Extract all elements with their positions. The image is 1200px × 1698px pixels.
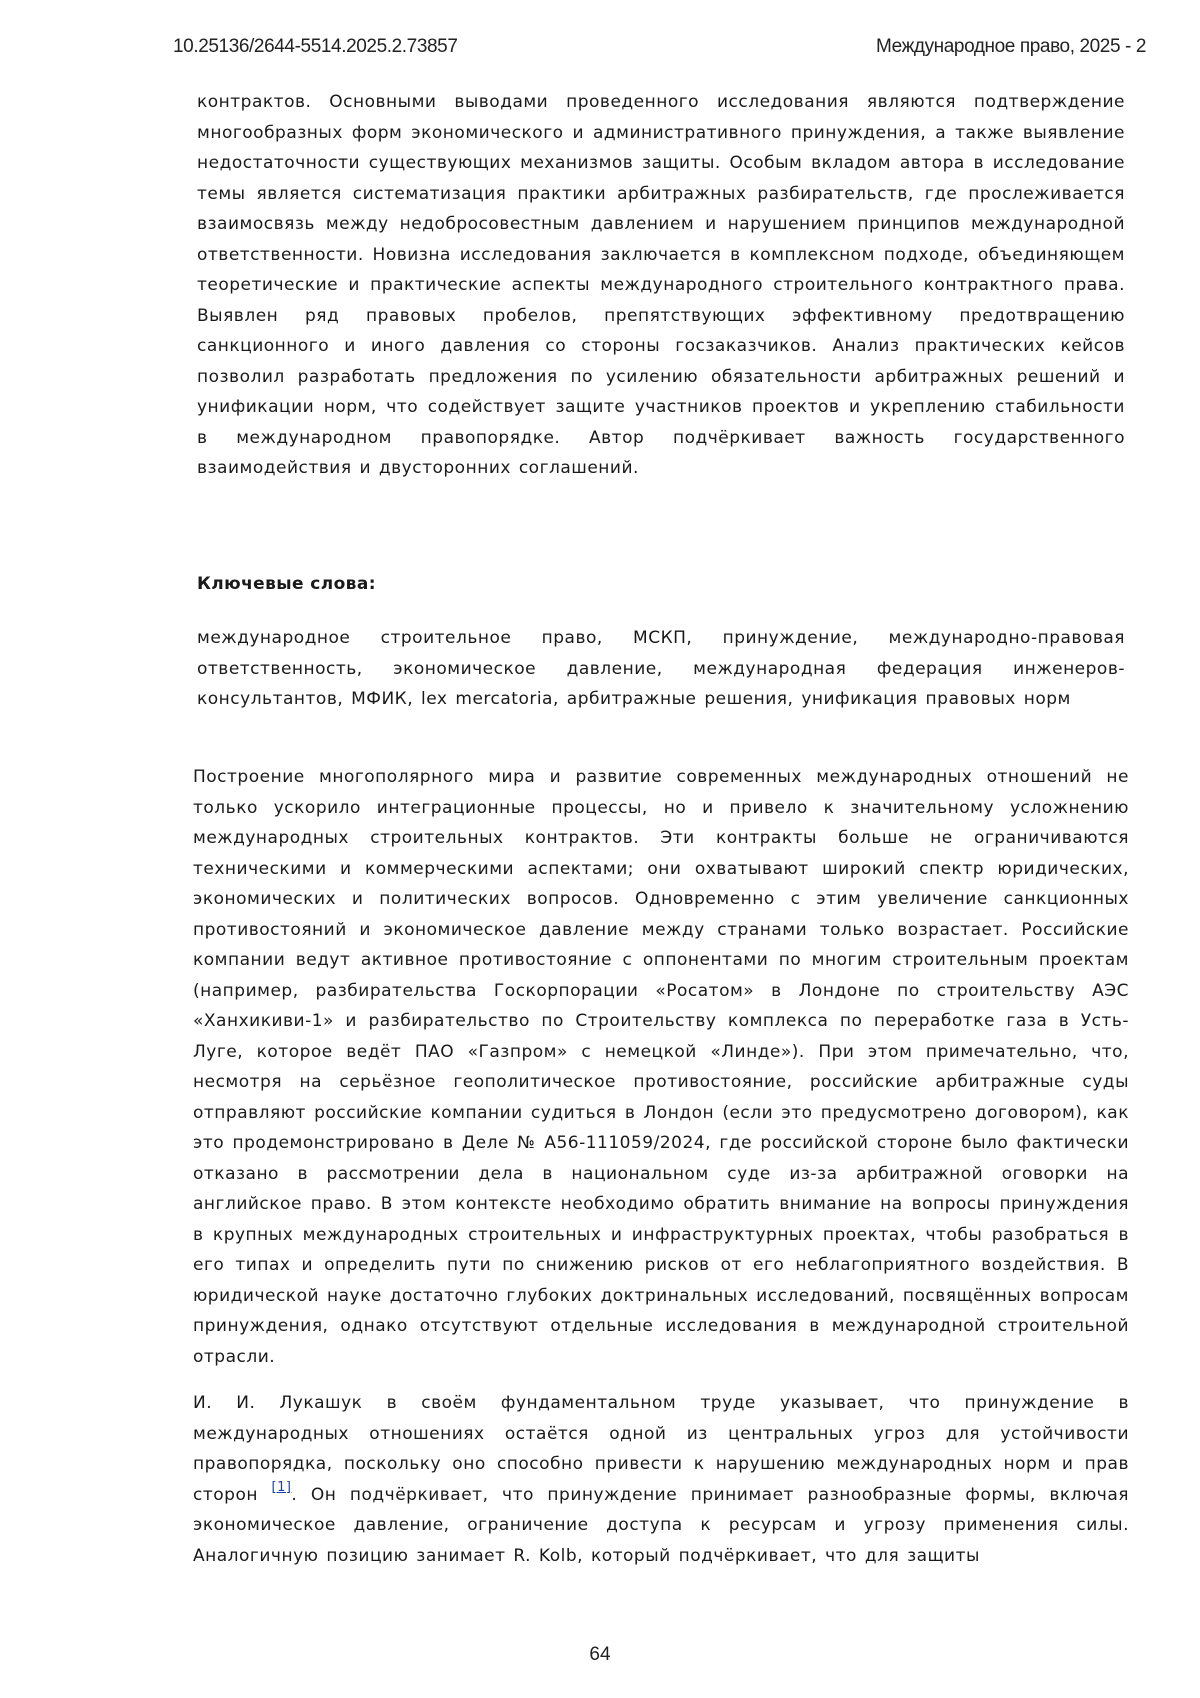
- body-paragraph-1: Построение многополярного мира и развитие современных международных отношений не только ускорило интеграционные процессы, но и привело к значительному усложнению международных строительных контрактов. Эти контракты больше не ограничиваются техническими и коммерческими аспектами; они охватывают широкий спектр юридических, экономических и политических вопросов. Одновременно с этим увеличение санкционных противостояний и экономическое давление между странами только возрастает. Российские компании ведут активное противостояние с оппонентами по многим строительным проектам (например, разбирательства Госкорпорации «Росатом» в Лондоне по строительству АЭС «Ханхикиви-1» и разбирательство по Строительству комплекса по переработке газа в Усть-Луге, которое ведёт ПАО «Газпром» с немецкой «Линде»). При этом примечательно, что, несмотря на серьёзное геополитическое противостояние, российские арбитражные суды отправляют российские компании судиться в Лондон (если это предусмотрено договором), как это продемонстрировано в Деле № А56-111059/2024, где российской стороне было фактически отказано в рассмотрении дела в национальном суде из-за арбитражной оговорки на английское право. В этом контексте необходимо обратить внимание на вопросы принуждения в крупных международных строительных и инфраструктурных проектах, чтобы разобраться в его типах и определить пути по снижению рисков от его неблагоприятного воздействия. В юридической науке достаточно глубоких доктринальных исследований, посвящённых вопросам принуждения, однако отсутствуют отдельные исследования в международной строительной отрасли.: [193, 767, 1129, 1367]
- abstract-continuation: [197, 87, 1125, 484]
- running-header: [173, 36, 1146, 62]
- paragraph-2-tail: . Он подчёркивает, что принуждение принимает разнообразные формы, включая экономическое давление, ограничение доступа к ресурсам и угрозу применения силы. Аналогичную позицию занимает R. Kolb, который подчёркивает, что для защиты: [193, 1484, 1129, 1566]
- keywords-heading: Ключевые слова:: [197, 574, 376, 594]
- article-body: [193, 762, 1129, 1571]
- body-paragraph-2: [193, 1388, 1129, 1571]
- journal-issue-label: Международное право, 2025 - 2: [875, 36, 1146, 57]
- keywords-list: международное строительное право, МСКП, принуждение, международно-правовая ответственность, экономическое давление, международная федерация инженеров-консультантов, МФИК, lex mercatoria, арбитражные решения, унификация правовых норм: [197, 628, 1125, 709]
- paragraph-2-lead: И. И. Лукашук в своём фундаментальном труде указывает, что принуждение в международных отношениях остаётся одной из центральных угроз для устойчивости правопорядка, поскольку оно способно привести к нарушению международных норм и прав сторон: [193, 1393, 1129, 1505]
- abstract-paragraph: контрактов. Основными выводами проведенного исследования являются подтверждение многообразных форм экономического и административного принуждения, а также выявление недостаточности существующих механизмов защиты. Особым вкладом автора в исследование темы является систематизация практики арбитражных разбирательств, где прослеживается взаимосвязь между недобросовестным давлением и нарушением принципов международной ответственности. Новизна исследования заключается в комплексном подходе, объединяющем теоретические и практические аспекты международного строительного контрактного права. Выявлен ряд правовых пробелов, препятствующих эффективному предотвращению санкционного и иного давления со стороны госзаказчиков. Анализ практических кейсов позволил разработать предложения по усилению обязательности арбитражных решений и унификации норм, что содействует защите участников проектов и укреплению стабильности в международном правопорядке. Автор подчёркивает важность государственного взаимодействия и двусторонних соглашений.: [197, 92, 1125, 478]
- doi-label: 10.25136/2644-5514.2025.2.73857: [173, 36, 458, 57]
- page-number: 64: [589, 1644, 611, 1665]
- keywords-block: [197, 623, 1125, 715]
- footnote-reference-link[interactable]: [1]: [271, 1479, 292, 1495]
